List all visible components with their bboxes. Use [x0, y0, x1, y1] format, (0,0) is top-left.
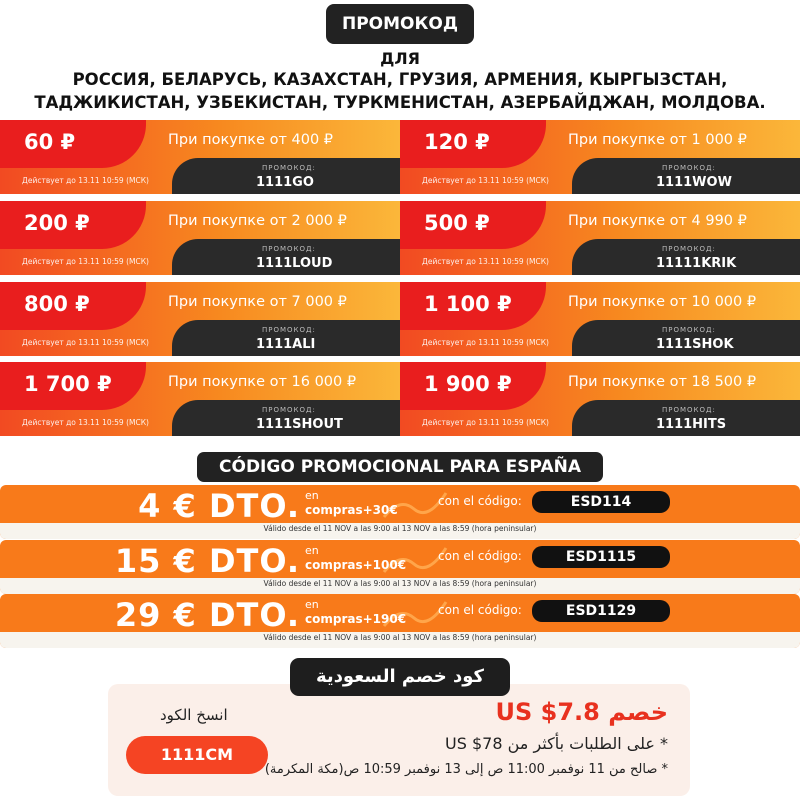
coupon-condition: При покупке от 16 000 ₽ [168, 374, 357, 390]
coupon-amount: 60 ₽ [24, 130, 76, 154]
russia-coupon-card[interactable] [400, 362, 800, 436]
coupon-validity: Действует до 13.11 10:59 (МСК) [422, 338, 549, 347]
coupon-validity: Действует до 13.11 10:59 (МСК) [422, 176, 549, 185]
coupon-amount: 120 ₽ [424, 130, 490, 154]
coupon-en-label: en [305, 489, 319, 502]
coupon-code-prefix: con el código: [438, 494, 522, 508]
copy-code-label: انسخ الكود [160, 706, 228, 724]
coupon-code-label: ПРОМОКОД: [662, 164, 716, 172]
coupon-code-prefix: con el código: [438, 549, 522, 563]
coupon-amount: 1 100 ₽ [424, 292, 512, 316]
coupon-code[interactable]: ESD1129 [532, 600, 670, 622]
russia-coupon-card[interactable] [0, 282, 400, 356]
coupon-condition: При покупке от 18 500 ₽ [568, 374, 757, 390]
spain-coupon-card[interactable] [0, 540, 800, 594]
russia-coupon-card[interactable] [0, 201, 400, 275]
coupon-code[interactable]: 1111HITS [656, 417, 727, 432]
coupon-amount: 800 ₽ [24, 292, 90, 316]
russia-promo-title: ПРОМОКОД [326, 4, 474, 44]
coupon-code[interactable]: 1111ALI [256, 337, 316, 352]
spain-coupon-card[interactable] [0, 594, 800, 648]
coupon-code-label: ПРОМОКОД: [262, 326, 316, 334]
spain-promo-title: CÓDIGO PROMOCIONAL PARA ESPAÑA [197, 452, 603, 482]
coupon-code-label: ПРОМОКОД: [262, 245, 316, 253]
russia-coupon-card[interactable] [400, 282, 800, 356]
russia-for-label: ДЛЯ [380, 49, 420, 68]
coupon-validity: Válido desde el 11 NOV a las 9:00 al 13 NOV a las 8:59 (hora peninsular) [263, 633, 537, 642]
coupon-code-label: ПРОМОКОД: [662, 245, 716, 253]
saudi-discount: خصم US $7.8 [495, 698, 668, 726]
coupon-code[interactable]: 1111WOW [656, 175, 732, 190]
coupon-code[interactable]: 1111LOUD [256, 256, 333, 271]
coupon-code-label: ПРОМОКОД: [662, 326, 716, 334]
coupon-discount: 15 € DTO. [114, 542, 300, 580]
coupon-condition: compras+190€ [305, 612, 407, 626]
coupon-condition: При покупке от 4 990 ₽ [568, 213, 747, 229]
saudi-promo-title: كود خصم السعودية [290, 658, 510, 696]
coupon-amount: 500 ₽ [424, 211, 490, 235]
coupon-amount: 1 900 ₽ [424, 372, 512, 396]
coupon-validity: Действует до 13.11 10:59 (МСК) [422, 257, 549, 266]
saudi-validity: * صالح من 11 نوفمبر 11:00 ص إلى 13 نوفمبر 10:59 ص(مكة المكرمة) [264, 762, 668, 777]
coupon-validity: Действует до 13.11 10:59 (МСК) [22, 338, 149, 347]
coupon-en-label: en [305, 544, 319, 557]
coupon-amount: 200 ₽ [24, 211, 90, 235]
spain-coupon-card[interactable] [0, 485, 800, 539]
coupon-validity: Válido desde el 11 NOV a las 9:00 al 13 NOV a las 8:59 (hora peninsular) [263, 579, 537, 588]
coupon-code[interactable]: 1111GO [256, 175, 314, 190]
coupon-en-label: en [305, 598, 319, 611]
coupon-condition: При покупке от 10 000 ₽ [568, 294, 757, 310]
coupon-discount: 29 € DTO. [114, 596, 300, 634]
russia-countries-line1: РОССИЯ, БЕЛАРУСЬ, КАЗАХСТАН, ГРУЗИЯ, АРМЕНИЯ, КЫРГЫЗСТАН, [72, 70, 728, 89]
coupon-code-label: ПРОМОКОД: [262, 406, 316, 414]
coupon-code[interactable]: 11111KRIK [656, 256, 737, 271]
coupon-amount: 1 700 ₽ [24, 372, 112, 396]
russia-coupon-card[interactable] [0, 120, 400, 194]
coupon-code[interactable]: 1111SHOK [656, 337, 734, 352]
coupon-condition: При покупке от 400 ₽ [168, 132, 334, 148]
coupon-validity: Válido desde el 11 NOV a las 9:00 al 13 NOV a las 8:59 (hora peninsular) [263, 524, 537, 533]
coupon-condition: compras+30€ [305, 503, 398, 517]
coupon-code-label: ПРОМОКОД: [262, 164, 316, 172]
coupon-validity: Действует до 13.11 10:59 (МСК) [22, 418, 149, 427]
saudi-code-button[interactable]: 1111CM [126, 736, 268, 774]
coupon-validity: Действует до 13.11 10:59 (МСК) [22, 176, 149, 185]
coupon-code-prefix: con el código: [438, 603, 522, 617]
russia-coupon-card[interactable] [0, 362, 400, 436]
coupon-validity: Действует до 13.11 10:59 (МСК) [22, 257, 149, 266]
coupon-condition: При покупке от 1 000 ₽ [568, 132, 747, 148]
russia-countries-line2: ТАДЖИКИСТАН, УЗБЕКИСТАН, ТУРКМЕНИСТАН, АЗЕРБАЙДЖАН, МОЛДОВА. [34, 93, 766, 112]
coupon-discount: 4 € DTO. [138, 487, 300, 525]
russia-coupon-card[interactable] [400, 201, 800, 275]
saudi-condition: * على الطلبات بأكثر من US $78 [445, 734, 668, 753]
russia-coupon-card[interactable] [400, 120, 800, 194]
coupon-condition: При покупке от 2 000 ₽ [168, 213, 347, 229]
coupon-validity: Действует до 13.11 10:59 (МСК) [422, 418, 549, 427]
coupon-condition: compras+100€ [305, 558, 407, 572]
coupon-code[interactable]: ESD1115 [532, 546, 670, 568]
coupon-code-label: ПРОМОКОД: [662, 406, 716, 414]
coupon-code[interactable]: 1111SHOUT [256, 417, 343, 432]
coupon-code[interactable]: ESD114 [532, 491, 670, 513]
coupon-condition: При покупке от 7 000 ₽ [168, 294, 347, 310]
